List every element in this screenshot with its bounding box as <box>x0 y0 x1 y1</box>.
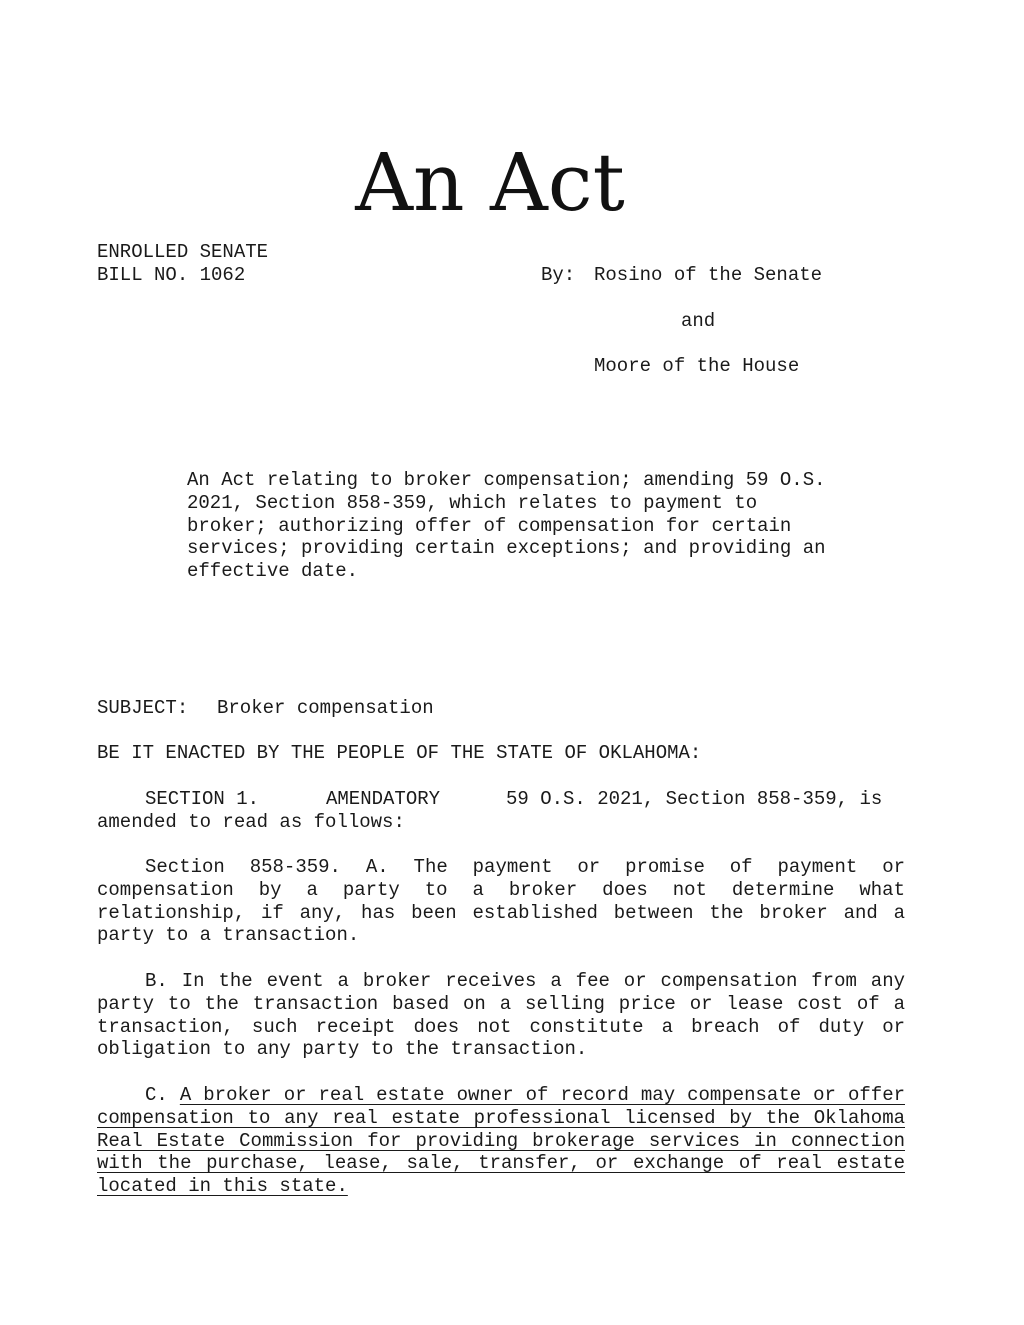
paragraph-c-text: A broker or real estate owner of record may compensate or offer compensation to any real estate professional licensed by the Oklahoma Real Estate Commission for providing brokerage services in connection with the purchase, lease, sale, transfer, or exchange of real estate located in this state. <box>97 1084 905 1198</box>
paragraph-a <box>97 856 905 947</box>
author-house: Moore of the House <box>594 355 800 377</box>
subject-value: Broker compensation <box>217 697 434 719</box>
bill-number: BILL NO. 1062 <box>97 264 246 286</box>
paragraph-b-lead: B. <box>145 970 168 992</box>
section-label: SECTION 1. <box>145 788 260 810</box>
author-senate: Rosino of the Senate <box>594 264 823 286</box>
by-label: By: <box>541 264 576 286</box>
authors-conjunction: and <box>681 310 716 332</box>
paragraph-b-text: In the event a broker receives a fee or compensation from any party to the transaction based on a selling price or lease cost of a transaction, such receipt does not constitute a breach of duty or obligation to any party to the transaction. <box>97 970 906 1061</box>
bill-label-line1: ENROLLED SENATE <box>97 241 269 263</box>
paragraph-a-text: The payment or promise of payment or compensation by a party to a broker does not determine what relationship, if any, has been established between the broker and a party to a transaction. <box>97 856 906 947</box>
subject-label: SUBJECT: <box>97 697 189 719</box>
section-citation: 59 O.S. 2021, Section 858-359, is <box>506 788 883 810</box>
section-continuation: amended to read as follows: <box>97 811 405 833</box>
paragraph-a-lead: Section 858-359. A. <box>145 856 389 878</box>
document-title: An Act <box>355 136 625 229</box>
paragraph-c-lead: C. <box>145 1084 168 1106</box>
paragraph-b <box>97 970 905 1061</box>
section-type: AMENDATORY <box>326 788 441 810</box>
paragraph-c <box>97 1084 905 1198</box>
enacting-clause: BE IT ENACTED BY THE PEOPLE OF THE STATE OF OKLAHOMA: <box>97 742 702 764</box>
act-summary: An Act relating to broker compensation; amending 59 O.S. 2021, Section 858-359, which relates to payment to broker; authorizing offer of compensation for certain services; providing certain exceptions; and providing an effective date. <box>187 469 826 583</box>
